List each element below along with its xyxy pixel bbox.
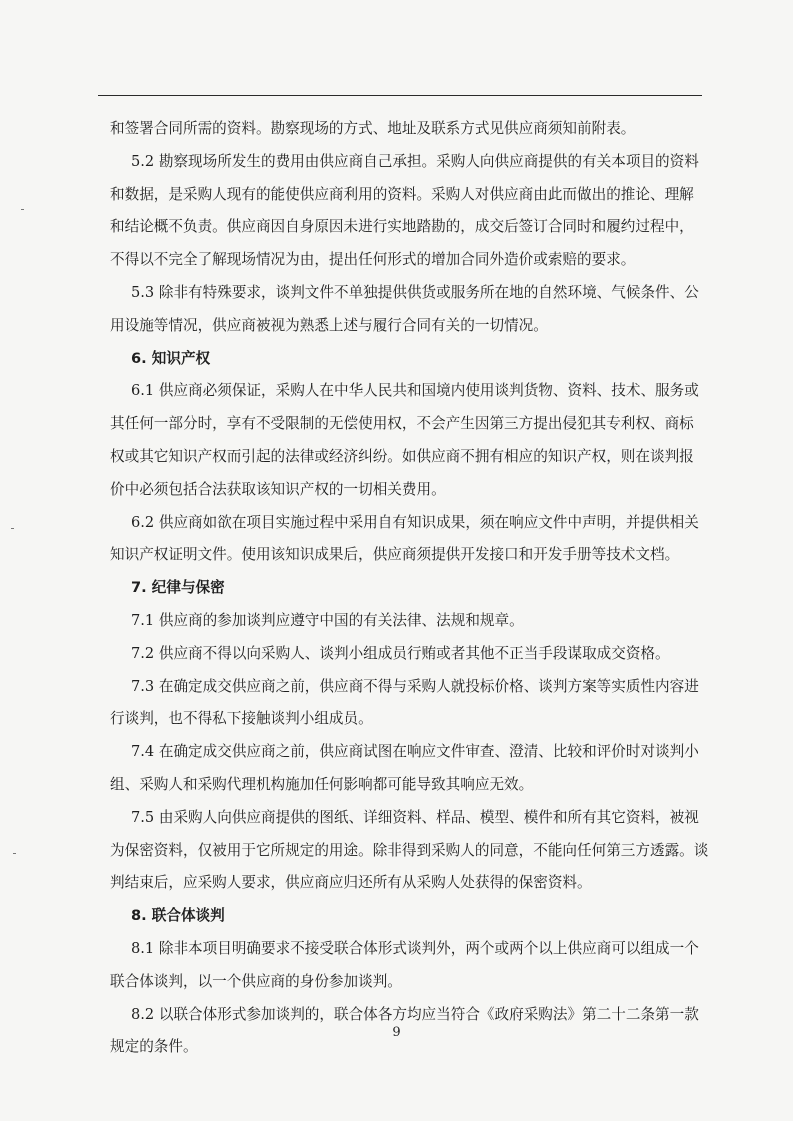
- scan-speck: [13, 853, 16, 854]
- section-heading: 6. 知识产权: [131, 349, 211, 367]
- section-heading: 7. 纪律与保密: [131, 579, 225, 597]
- paragraph-line: 用设施等情况，供应商被视为熟悉上述与履行合同有关的一切情况。: [110, 316, 548, 334]
- paragraph-line: 为保密资料，仅被用于它所规定的用途。除非得到采购人的同意，不能向任何第三方透露。谈: [110, 841, 709, 859]
- paragraph-line: 不得以不完全了解现场情况为由，提出任何形式的增加合同外造价或索赔的要求。: [110, 251, 636, 269]
- scan-speck: [11, 528, 14, 529]
- page-content: [110, 113, 709, 1064]
- paragraph-line: 7.4 在确定成交供应商之前，供应商试图在响应文件审查、澄清、比较和评价时对谈判小: [131, 743, 699, 761]
- page-number: 9: [392, 1025, 401, 1040]
- paragraph-line: 规定的条件。: [110, 1038, 198, 1056]
- header-rule: [98, 95, 702, 96]
- paragraph-line: 其任何一部分时，享有不受限制的无偿使用权，不会产生因第三方提出侵犯其专利权、商标: [110, 415, 694, 433]
- paragraph-line: 5.2 勘察现场所发生的费用由供应商自己承担。采购人向供应商提供的有关本项目的资料: [131, 152, 699, 170]
- paragraph-line: 判结束后，应采购人要求，供应商应归还所有从采购人处获得的保密资料。: [110, 874, 592, 892]
- section-heading: 8. 联合体谈判: [131, 907, 225, 925]
- paragraph-line: 价中必须包括合法获取该知识产权的一切相关费用。: [110, 480, 446, 498]
- paragraph-line: 6.1 供应商必须保证，采购人在中华人民共和国境内使用谈判货物、资料、技术、服务或: [131, 382, 699, 400]
- paragraph-line: 和数据，是采购人现有的能使供应商利用的资料。采购人对供应商由此而做出的推论、理解: [110, 185, 694, 203]
- paragraph-line: 6.2 供应商如欲在项目实施过程中采用自有知识成果，须在响应文件中声明，并提供相关: [131, 513, 699, 531]
- scan-speck: [21, 209, 24, 210]
- paragraph-line: 8.2 以联合体形式参加谈判的，联合体各方均应当符合《政府采购法》第二十二条第一款: [131, 1005, 699, 1023]
- paragraph-line: 联合体谈判，以一个供应商的身份参加谈判。: [110, 972, 402, 990]
- paragraph-line: 知识产权证明文件。使用该知识成果后，供应商须提供开发接口和开发手册等技术文档。: [110, 546, 680, 564]
- paragraph-line: 权或其它知识产权而引起的法律或经济纠纷。如供应商不拥有相应的知识产权，则在谈判报: [110, 447, 694, 465]
- paragraph-line: 8.1 除非本项目明确要求不接受联合体形式谈判外，两个或两个以上供应商可以组成一个: [131, 939, 699, 957]
- paragraph-line: 7.3 在确定成交供应商之前，供应商不得与采购人就投标价格、谈判方案等实质性内容进: [131, 677, 699, 695]
- paragraph-line: 和签署合同所需的资料。勘察现场的方式、地址及联系方式见供应商须知前附表。: [110, 120, 636, 137]
- paragraph-line: 7.5 由采购人向供应商提供的图纸、详细资料、样品、模型、模件和所有其它资料，被视: [131, 808, 699, 826]
- paragraph-line: 5.3 除非有特殊要求，谈判文件不单独提供供货或服务所在地的自然环境、气候条件、公: [131, 283, 699, 301]
- paragraph-line: 和结论概不负责。供应商因自身原因未进行实地踏勘的，成交后签订合同时和履约过程中，: [110, 218, 694, 236]
- paragraph-line: 7.2 供应商不得以向采购人、谈判小组成员行贿或者其他不正当手段谋取成交资格。: [131, 644, 670, 662]
- paragraph-line: 7.1 供应商的参加谈判应遵守中国的有关法律、法规和规章。: [131, 611, 524, 629]
- paragraph-line: 组、采购人和采购代理机构施加任何影响都可能导致其响应无效。: [110, 775, 534, 793]
- paragraph-line: 行谈判，也不得私下接触谈判小组成员。: [110, 710, 373, 728]
